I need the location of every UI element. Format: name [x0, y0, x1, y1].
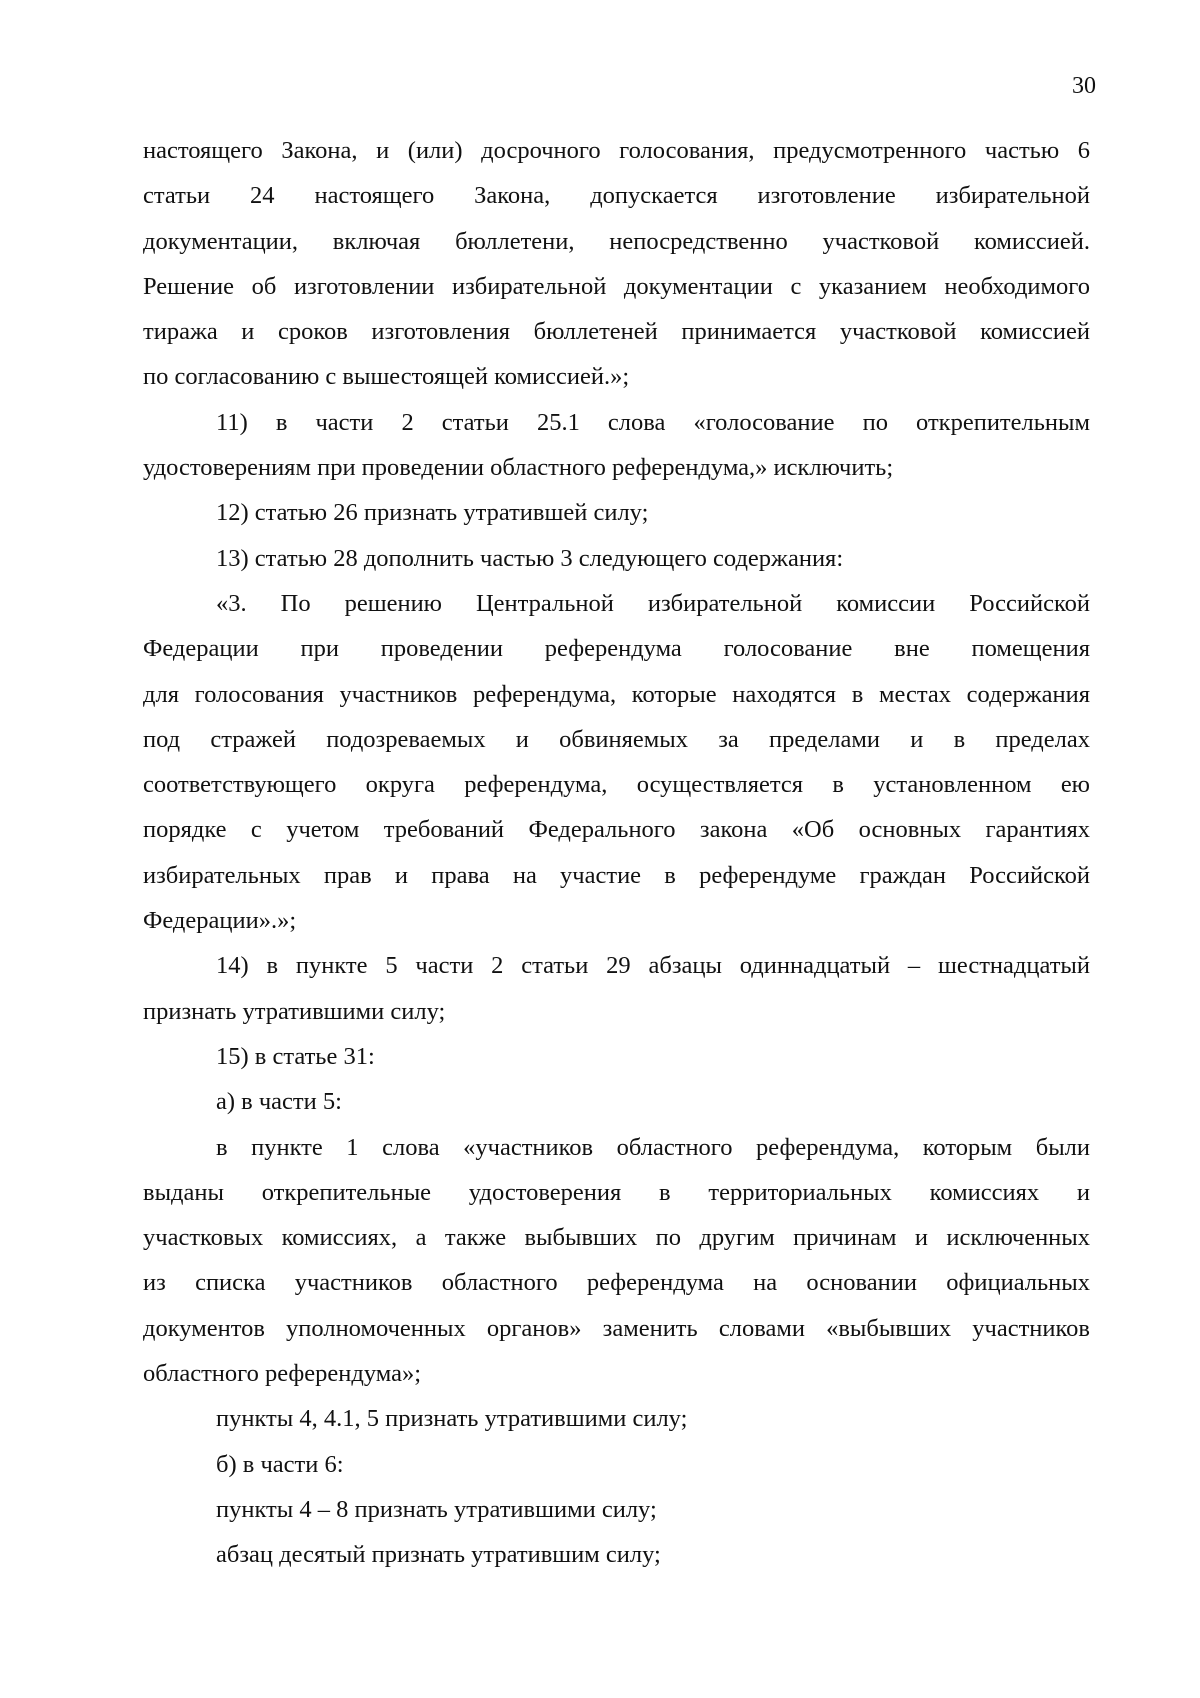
text-line: выданы открепительные удостоверения в территориальных комиссиях и	[143, 1178, 1090, 1206]
text-line: удостоверениям при проведении областного референдума,» исключить;	[143, 454, 894, 482]
text-line: тиража и сроков изготовления бюллетеней принимается участковой комиссией	[143, 318, 1090, 346]
text-line: статьи 24 настоящего Закона, допускается изготовление избирательной	[143, 182, 1090, 210]
text-line: а) в части 5:	[216, 1088, 342, 1116]
text-line: «3. По решению Центральной избирательной комиссии Российской	[216, 589, 1090, 617]
text-line: документов уполномоченных органов» заменить словами «выбывших участников	[143, 1314, 1090, 1342]
text-line: 12) статью 26 признать утратившей силу;	[216, 499, 649, 527]
text-line: пункты 4 – 8 признать утратившими силу;	[216, 1495, 657, 1523]
text-line: 13) статью 28 дополнить частью 3 следующего содержания:	[216, 544, 844, 572]
text-line: из списка участников областного референдума на основании официальных	[143, 1269, 1090, 1297]
text-line: для голосования участников референдума, которые находятся в местах содержания	[143, 680, 1090, 708]
text-line: в пункте 1 слова «участников областного референдума, которым были	[216, 1133, 1090, 1161]
text-line: абзац десятый признать утратившим силу;	[216, 1541, 661, 1569]
text-line: 14) в пункте 5 части 2 статьи 29 абзацы одиннадцатый – шестнадцатый	[216, 952, 1090, 980]
text-line: Федерации».»;	[143, 907, 297, 935]
text-line: по согласованию с вышестоящей комиссией.»;	[143, 363, 630, 391]
text-line: документации, включая бюллетени, непосредственно участковой комиссией.	[143, 227, 1090, 255]
page-number: 30	[1072, 73, 1096, 99]
text-line: признать утратившими силу;	[143, 997, 446, 1025]
text-line: участковых комиссиях, а также выбывших по другим причинам и исключенных	[143, 1224, 1090, 1252]
text-line: избирательных прав и права на участие в референдуме граждан Российской	[143, 861, 1090, 889]
text-line: Федерации при проведении референдума голосование вне помещения	[143, 635, 1090, 663]
text-line: порядке с учетом требований Федерального закона «Об основных гарантиях	[143, 816, 1090, 844]
text-line: соответствующего округа референдума, осуществляется в установленном ею	[143, 771, 1090, 799]
text-line: пункты 4, 4.1, 5 признать утратившими силу;	[216, 1405, 688, 1433]
document-body	[143, 128, 1090, 1578]
text-line: Решение об изготовлении избирательной документации с указанием необходимого	[143, 272, 1090, 300]
text-line: 11) в части 2 статьи 25.1 слова «голосование по открепительным	[216, 408, 1090, 436]
text-line: областного референдума»;	[143, 1360, 422, 1388]
text-line: под стражей подозреваемых и обвиняемых за пределами и в пределах	[143, 725, 1090, 753]
text-line: 15) в статье 31:	[216, 1042, 375, 1070]
text-line: б) в части 6:	[216, 1450, 344, 1478]
text-line: настоящего Закона, и (или) досрочного голосования, предусмотренного частью 6	[143, 137, 1090, 164]
